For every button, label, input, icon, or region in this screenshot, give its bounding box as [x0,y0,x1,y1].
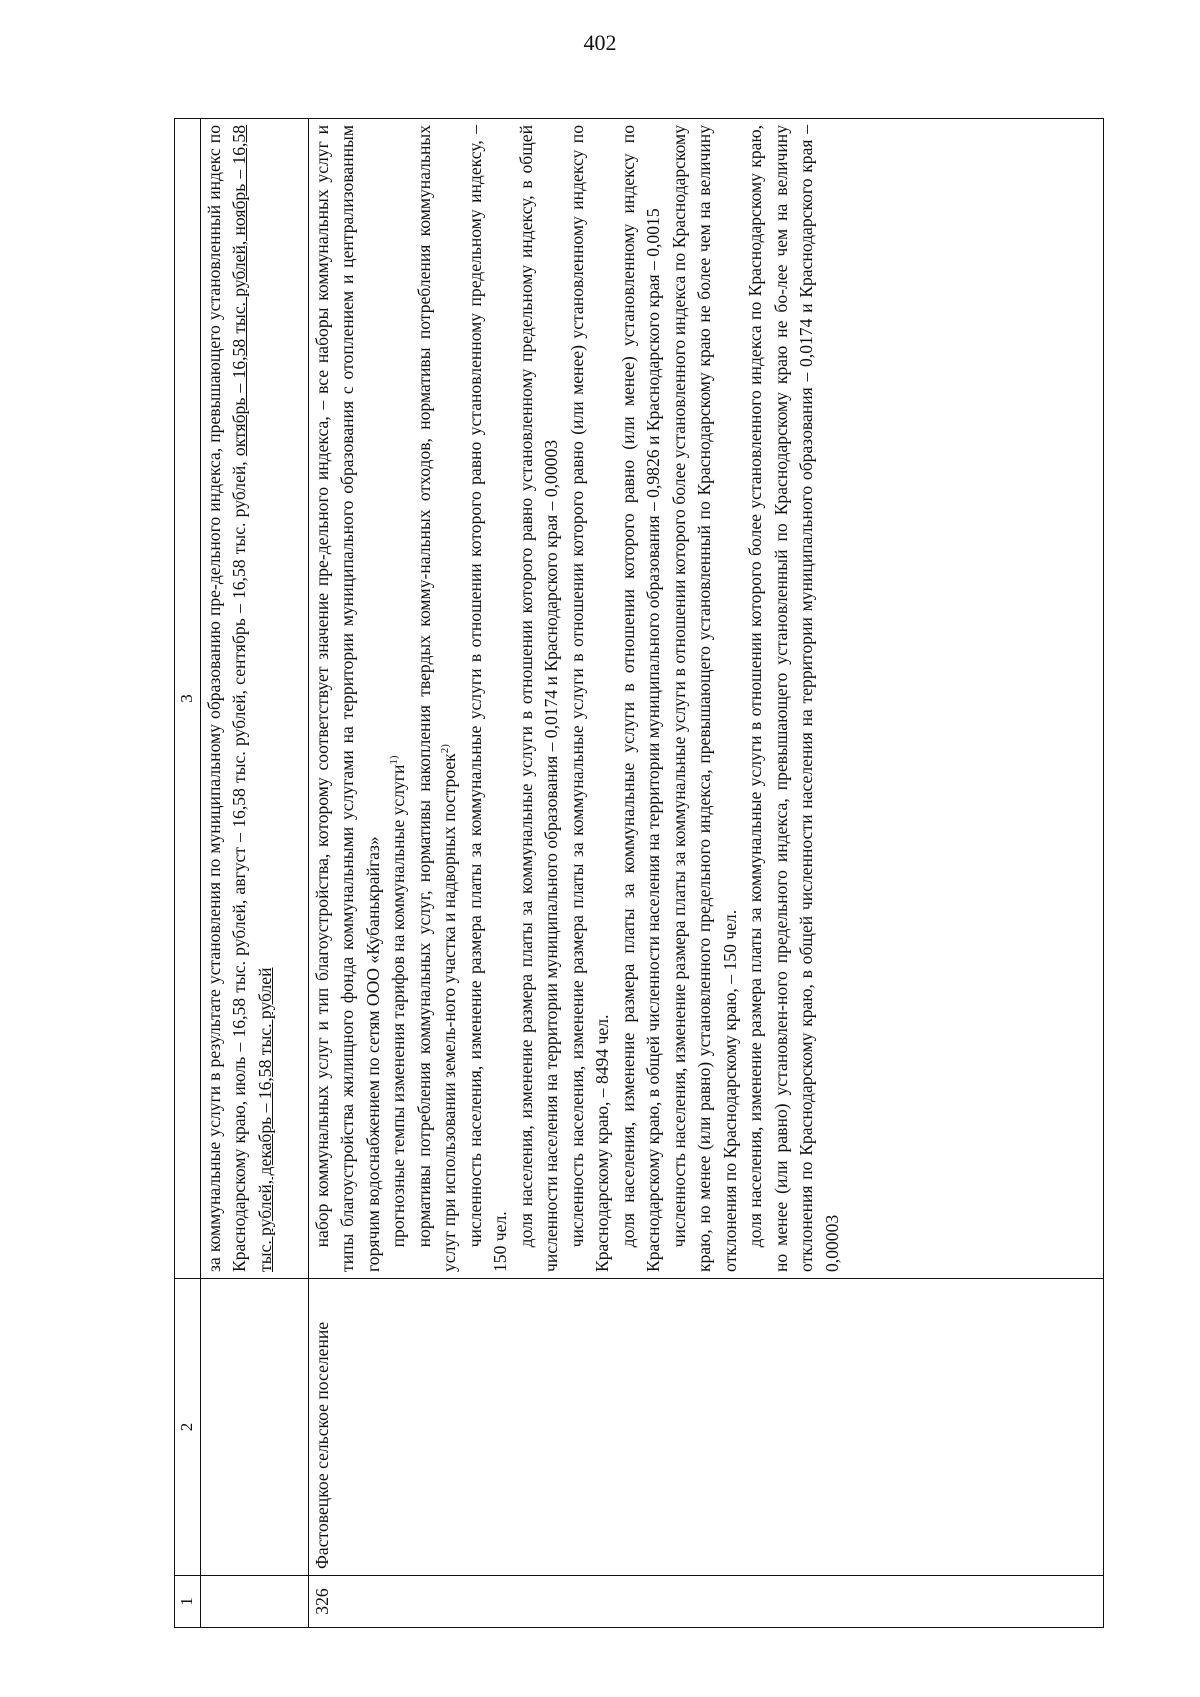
paragraph-norms: нормативы потребления коммунальных услуг, нормативы накопления твердых комму-нальных отходов, нормативы потребления коммунальных услуг при использовании земель-ного участка и надворных построек$^{2)}$ [413,125,460,1272]
table-row [308,119,1103,1628]
settlement-name: Фастовецкое сельское поселение [308,1279,1103,1576]
paragraph-share-below-index: доля населения, изменение размера платы за коммунальные услуги в отношении которого равно (или менее) установленному индексу по Краснодарскому краю, в общей численности населения на территории муниципального образования – 0,9826 и Краснодарского края – 0,0015 [617,125,664,1272]
paragraph-population-equal-limit: численность населения, изменение размера платы за коммунальные услуги в отношении которого равно установленному предельному индексу, – 150 чел. [464,125,511,1272]
paragraph-population-above-index: численность населения, изменение размера платы за коммунальные услуги в отношении которого более установленного индекса по Краснодарскому краю, но менее (или равно) установленного предельного индекса, превышающего установленный по Краснодарскому краю не более чем на величину отклонения по Краснодарскому краю, – 150 чел. [668,125,740,1272]
table-row-continuation [200,119,308,1628]
row-number: 326 [308,1576,1103,1628]
paragraph-share-above-index: доля населения, изменение размера платы за коммунальные услуги в отношении которого более установленного индекса по Краснодарскому краю, но менее (или равно) установлен-ного предельного индекса, превышающего установленный по Краснодарскому краю не бо-лее чем на величину отклонения по Краснодарскому краю, в общей численности населения на территории муниципального образования – 0,0174 и Краснодарского края – 0,00003 [745,125,842,1272]
paragraph-tariff-rates: прогнозные темпы изменения тарифов на коммунальные услуги$^{1)}$ [388,755,409,1248]
footnote-ref-1: 1) [388,755,401,765]
paragraph-population-below-index: численность населения, изменение размера платы за коммунальные услуги в отношении которого равно (или менее) установленному индексу по Краснодарскому краю, – 8494 чел. [566,125,613,1272]
header-col-2: 2 [175,1279,201,1576]
continuation-num-cell [200,1576,308,1628]
continuation-underlined-text: октябрь – 16,58 тыс. рублей, ноябрь – 16,58 тыс. рублей, декабрь – 16,58 тыс. рублей [229,125,275,1272]
data-table [174,118,1104,1628]
paragraph-share-equal-limit: доля населения, изменение размера платы за коммунальные услуги в отношении которого равно установленному предельному индексу, в общей численности населения на территории муниципального образования – 0,0174 и Краснодарского края – 0,00003 [515,125,562,1272]
row-description-cell [308,119,1103,1279]
footnote-ref-2: 2) [439,744,452,754]
continuation-paragraph: за коммунальные услуги в результате установления по муниципальному образованию пре-дельного индекса, превышающего установленный индекс по Краснодарскому краю, июль – 16,58 тыс. рублей, август – 16,58 тыс. рублей, сентябрь – 16,58 тыс. рублей, октябрь – 16,58 тыс. рублей, ноябрь – 16,58 тыс. рублей, декабрь – 16,58 тыс. рублей [203,125,275,1272]
header-col-1: 1 [175,1576,201,1628]
header-col-3: 3 [175,119,201,1279]
table-header-row [175,119,201,1628]
paragraph-services-set: набор коммунальных услуг и тип благоустройства, которому соответствует значение пре-дельного индекса, – все наборы коммунальных услуг и типы благоустройства жилищного фонда коммунальными услугами на территории муниципального образования с отоплением и централизованным горячим водоснабжением по сетям ООО «Кубанькрайгаз» [311,125,383,1272]
page-number: 402 [583,30,617,55]
continuation-text-cell [200,119,308,1279]
rotated-table-container [174,118,1104,1628]
continuation-name-cell [200,1279,308,1576]
